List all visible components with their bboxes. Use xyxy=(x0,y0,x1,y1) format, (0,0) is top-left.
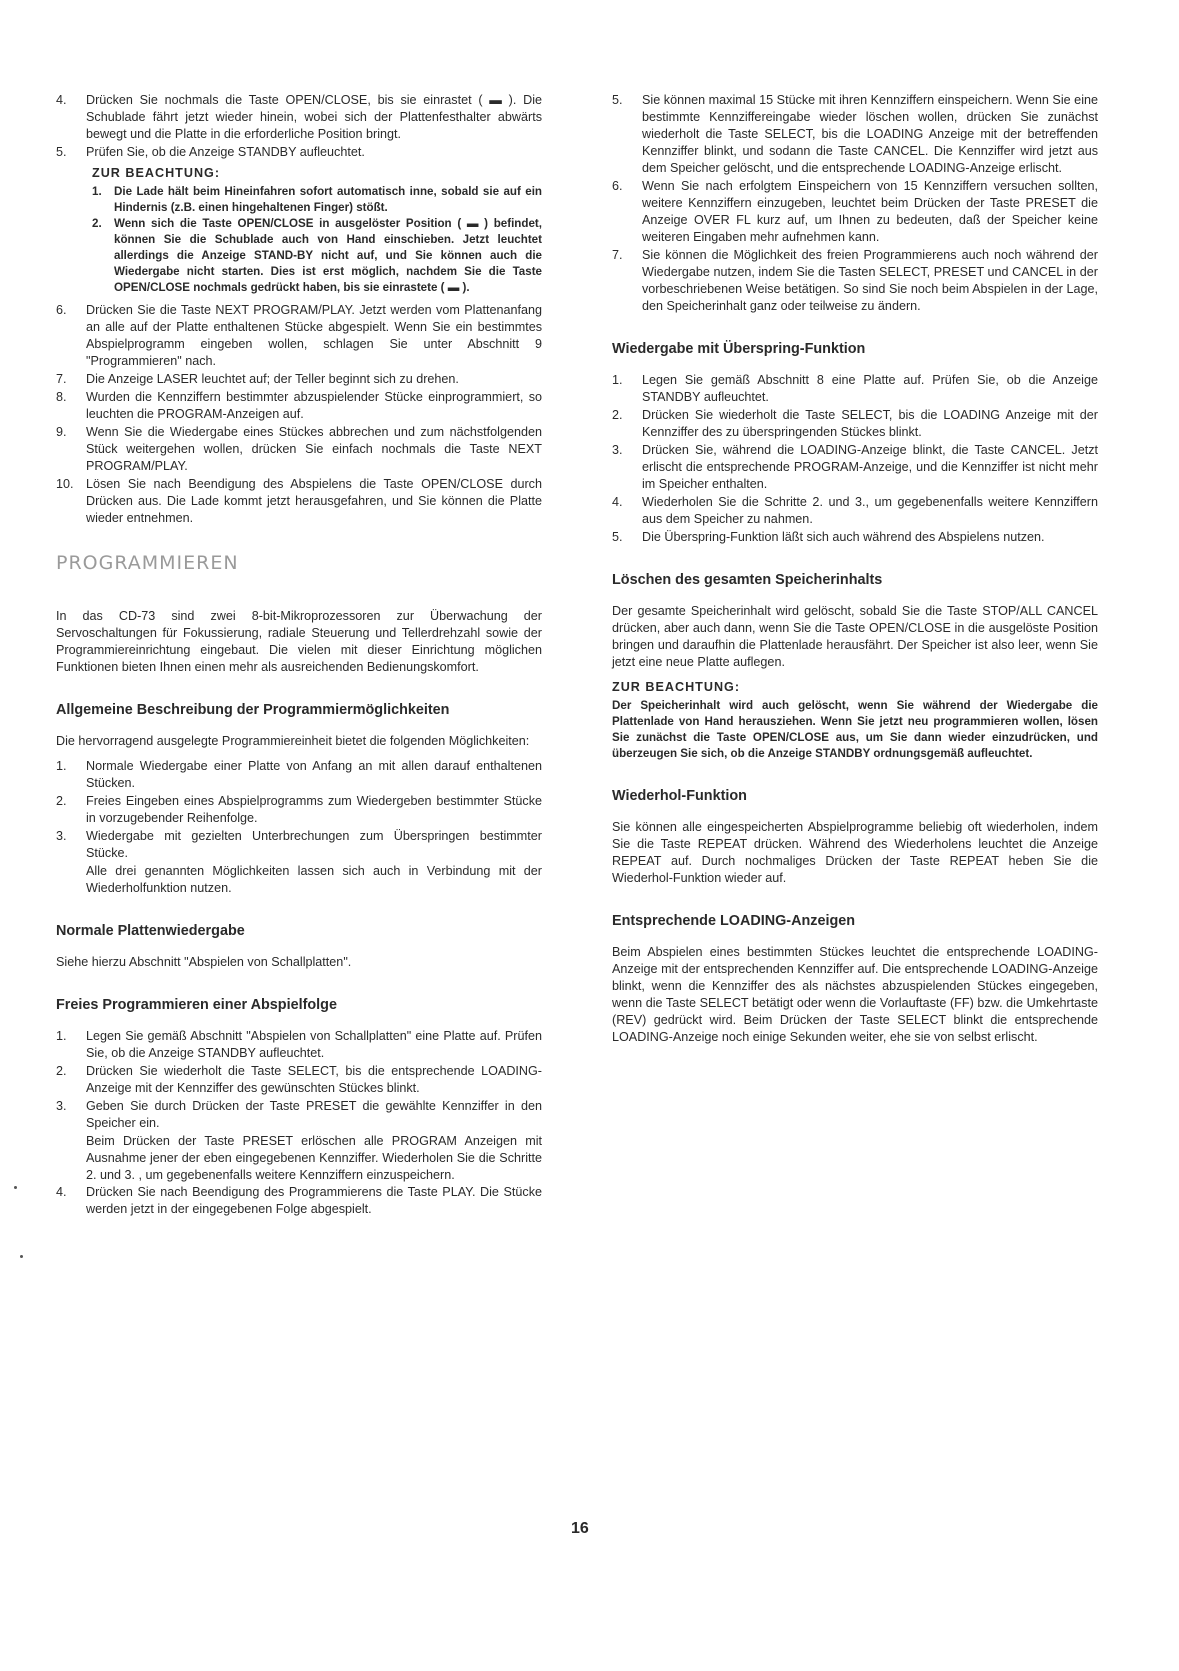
heading-normale: Normale Plattenwiedergabe xyxy=(56,923,245,939)
list-item: 1. Legen Sie gemäß Abschnitt 8 eine Platte auf. Prüfen Sie, ob die Anzeige STANDBY aufleuchtet. xyxy=(612,373,1098,404)
note-box xyxy=(612,679,1098,762)
scan-speck xyxy=(20,1255,23,1258)
list-item: 7. Sie können die Möglichkeit des freien Programmierens auch noch während der Wiedergabe nutzen, indem Sie die Tasten SELECT, PRESET und CANCEL in der vorbeschriebenen Weise betätigen. So sind Sie noch beim Abspielen in der Lage, den Speicherinhalt ganz oder teilweise zu ändern. xyxy=(612,248,1098,313)
note-box xyxy=(92,165,542,296)
list-item: 2. Drücken Sie wiederholt die Taste SELECT, bis die entsprechende LOADING-Anzeige mit der Kennziffer des gewünschten Stückes blinkt. xyxy=(56,1064,542,1095)
list-item: 3. Wiedergabe mit gezielten Unterbrechungen zum Überspringen bestimmter Stücke. xyxy=(56,829,542,860)
intro-paragraph: In das CD-73 sind zwei 8-bit-Mikroprozessoren zur Überwachung der Servoschaltungen für Fokussierung, radiale Steuerung und Tellerdrehzahl sowie der Programmiereinrichtung eingebaut. Die vielen mit dieser Einrichtung möglichen Funktionen bieten Ihnen einen mehr als ausreichenden Bedienungskomfort. xyxy=(56,609,542,674)
heading-loading: Entsprechende LOADING-Anzeigen xyxy=(612,913,856,929)
note-item: 1. Die Lade hält beim Hineinfahren sofort automatisch inne, sobald sie auf ein Hindernis (z.B. einen hingehaltenen Finger) stößt. xyxy=(92,185,542,214)
left-column xyxy=(56,92,542,1219)
page-number: 16 xyxy=(571,1520,589,1537)
note-text: Der Speicherinhalt wird auch gelöscht, wenn Sie während der Wiedergabe die Plattenlade von Hand herausziehen. Wenn Sie jetzt neu programmieren wollen, lösen Sie zunächst die Taste OPEN/CLOSE aus, um Sie dann wieder einzudrücken, und überzeugen Sie sich, ob die Anzeige STANDBY ordnungsgemäß aufleuchtet. xyxy=(612,699,1098,760)
list-item: 8. Wurden die Kennziffern bestimmter abzuspielender Stücke einprogrammiert, so leuchten die PROGRAM-Anzeigen auf. xyxy=(56,390,542,421)
list-item: 1. Normale Wiedergabe einer Platte von Anfang an mit allen darauf enthaltenen Stücken. xyxy=(56,759,542,790)
heading-loeschen: Löschen des gesamten Speicherinhalts xyxy=(612,572,883,588)
note-title: ZUR BEACHTUNG: xyxy=(92,166,221,180)
note-title: ZUR BEACHTUNG: xyxy=(612,680,741,694)
list-item: 4. Drücken Sie nochmals die Taste OPEN/CLOSE, bis sie einrastet ( ▬ ). Die Schublade fährt jetzt wieder hinein, wobei sich der Plattenfesthalter abwärts bewegt und die Platte in die erforderliche Position bringt. xyxy=(56,93,542,141)
list-item: 6. Wenn Sie nach erfolgtem Einspeichern von 15 Kennziffern versuchen sollten, weitere Kennziffern einzugeben, leuchtet beim Drücken der Taste PRESET die Anzeige OVER FL kurz auf, um Ihnen zu bedeuten, daß der Speicher keine weiteren Eingaben mehr aufnehmen kann. xyxy=(612,179,1098,244)
paragraph: Der gesamte Speicherinhalt wird gelöscht, sobald Sie die Taste STOP/ALL CANCEL drücken, aber auch dann, wenn Sie die Taste OPEN/CLOSE in die ausgelöste Position bringen und daraufhin die Plattenlade herausfährt. Der Speicher ist also leer, wenn Sie jetzt eine neue Platte auflegen. xyxy=(612,604,1098,669)
paragraph: Beim Abspielen eines bestimmten Stückes leuchtet die entsprechende LOADING-Anzeige mit der entsprechenden Kennziffer auf. Die entsprechende LOADING-Anzeige blinkt, wenn die Kennziffer des als nächstes abzuspielenden Stückes eingegeben, wenn die Taste SELECT betätigt oder wenn die Vorlauftaste (FF) bzw. die Umkehrtaste (REV) gedrückt wird. Beim Drücken der Taste SELECT blinkt die entsprechende LOADING-Anzeige noch einige Sekunden weiter, ehe sie von selbst erlischt. xyxy=(612,945,1098,1044)
list-item: 5. Die Überspring-Funktion läßt sich auch während des Abspielens nutzen. xyxy=(612,530,1045,544)
section-title: PROGRAMMIEREN xyxy=(56,552,239,574)
list-continuation: Alle drei genannten Möglichkeiten lassen sich auch in Verbindung mit der Wiederholfunktion nutzen. xyxy=(86,864,542,895)
paragraph: Sie können alle eingespeicherten Abspielprogramme beliebig oft wiederholen, indem Sie die Taste REPEAT drücken. Während des Wiederholens leuchtet die Anzeige REPEAT auf. Durch nochmaliges Drücken der Taste REPEAT heben Sie die Wiederhol-Funktion wieder auf. xyxy=(612,820,1098,885)
paragraph: Siehe hierzu Abschnitt "Abspielen von Schallplatten". xyxy=(56,955,352,969)
heading-wiederhol: Wiederhol-Funktion xyxy=(612,788,747,804)
list-item: 7. Die Anzeige LASER leuchtet auf; der Teller beginnt sich zu drehen. xyxy=(56,372,459,386)
heading-skip: Wiedergabe mit Überspring-Funktion xyxy=(612,341,866,357)
right-column xyxy=(612,92,1098,1054)
paragraph: Die hervorragend ausgelegte Programmiereinheit bietet die folgenden Möglichkeiten: xyxy=(56,734,530,748)
heading-freies: Freies Programmieren einer Abspielfolge xyxy=(56,997,337,1013)
heading-allgemein: Allgemeine Beschreibung der Programmiermöglichkeiten xyxy=(56,702,450,718)
list-item: 6. Drücken Sie die Taste NEXT PROGRAM/PLAY. Jetzt werden vom Plattenanfang an alle auf der Platte enthaltenen Stücke abgespielt. Wenn Sie ein bestimmtes Abspielprogramm eingeben wollen, schlagen Sie unter Abschnitt 9 "Programmieren" nach. xyxy=(56,303,542,368)
list-item: 2. Drücken Sie wiederholt die Taste SELECT, bis die LOADING Anzeige mit der Kennziffer des zu überspringenden Stückes blinkt. xyxy=(612,408,1098,439)
list-item: 5. Sie können maximal 15 Stücke mit ihren Kennziffern einspeichern. Wenn Sie eine bestimmte Kennziffereingabe wieder löschen wollen, drücken Sie zunächst wiederholt die Taste SELECT, bis die LOADING Anzeige mit der betreffenden Kennziffer blinkt, und sodann die Taste CANCEL. Die Kennziffer wird jetzt aus dem Speicher gelöscht, und die entsprechende LOADING-Anzeige erlischt. xyxy=(612,93,1098,175)
list-item: 3. Geben Sie durch Drücken der Taste PRESET die gewählte Kennziffer in den Speicher ein. xyxy=(56,1099,542,1130)
list-item: 2. Freies Eingeben eines Abspielprogramms zum Wiedergeben bestimmter Stücke in vorzugebender Reihenfolge. xyxy=(56,794,542,825)
list-item: 3. Drücken Sie, während die LOADING-Anzeige blinkt, die Taste CANCEL. Jetzt erlischt die entsprechende PROGRAM-Anzeige, und die Kennziffer ist nicht mehr im Speicher enthalten. xyxy=(612,443,1098,491)
list-item: 4. Wiederholen Sie die Schritte 2. und 3., um gegebenenfalls weitere Kennziffern aus dem Speicher zu nahmen. xyxy=(612,495,1098,526)
scan-speck xyxy=(14,1186,17,1189)
list-item: 10. Lösen Sie nach Beendigung des Abspielens die Taste OPEN/CLOSE durch Drücken aus. Die Lade kommt jetzt herausgefahren, und Sie können die Platte wieder entnehmen. xyxy=(56,477,542,525)
list-item: 4. Drücken Sie nach Beendigung des Programmierens die Taste PLAY. Die Stücke werden jetzt in der eingegebenen Folge abgespielt. xyxy=(56,1185,542,1216)
list-item: 9. Wenn Sie die Wiedergabe eines Stückes abbrechen und zum nächstfolgenden Stück weitergehen wollen, drücken Sie einfach nochmals die Taste NEXT PROGRAM/PLAY. xyxy=(56,425,542,473)
list-continuation: Beim Drücken der Taste PRESET erlöschen alle PROGRAM Anzeigen mit Ausnahme jener der eben eingegebenen Kennziffer. Wiederholen Sie die Schritte 2. und 3. , um gegebenenfalls weitere Kennziffern einzuspeichern. xyxy=(86,1134,542,1182)
list-item: 1. Legen Sie gemäß Abschnitt "Abspielen von Schallplatten" eine Platte auf. Prüfen Sie, ob die Anzeige STANDBY aufleuchtet. xyxy=(56,1029,542,1060)
note-item: 2. Wenn sich die Taste OPEN/CLOSE in ausgelöster Position ( ▬ ) befindet, können Sie die Schublade auch von Hand einschieben. Jetzt leuchtet allerdings die Anzeige STAND-BY nicht auf, und Sie können auch die Wiedergabe nicht starten. Dies ist erst möglich, nachdem Sie die Taste OPEN/CLOSE nochmals gedrückt haben, bis sie einrastete ( ▬ ). xyxy=(92,217,542,294)
list-item: 5. Prüfen Sie, ob die Anzeige STANDBY aufleuchtet. xyxy=(56,145,365,159)
